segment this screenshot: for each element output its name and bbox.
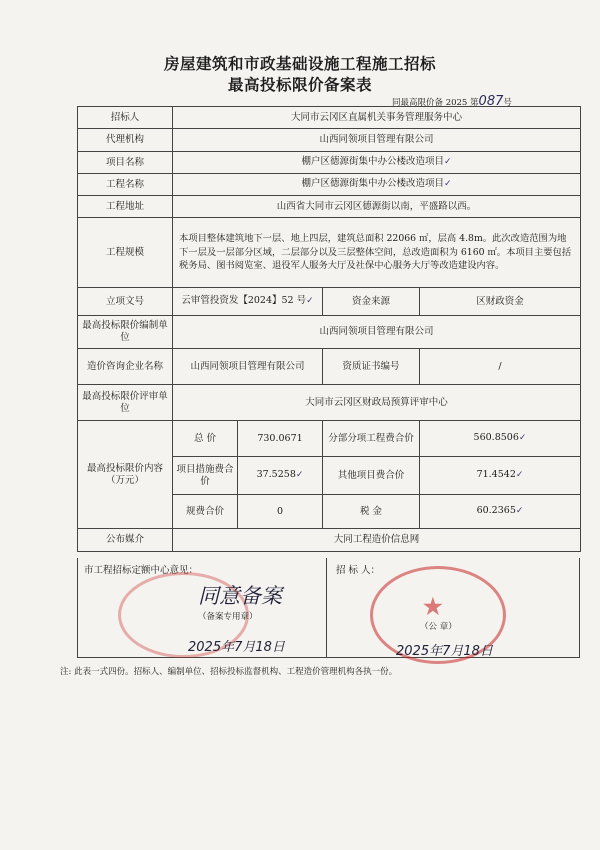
- filing-table: [77, 106, 581, 552]
- fee-label: 规费合价: [173, 495, 238, 529]
- tax-value: [420, 495, 581, 529]
- compiler-value: 山西同领项目管理有限公司: [173, 316, 581, 349]
- title-line-1: 房屋建筑和市政基础设施工程施工招标: [163, 54, 436, 73]
- total-label: 总 价: [173, 421, 238, 457]
- check-mark-icon: ✓: [306, 296, 314, 307]
- approval-text: 云审管投资发【2024】52 号: [181, 295, 307, 307]
- left-sign-date: 2025年7月18日: [188, 640, 285, 655]
- check-mark-icon: ✓: [515, 506, 524, 517]
- title-line-2: 最高投标限价备案表: [227, 75, 372, 94]
- other-value: [420, 457, 581, 495]
- fund-label: 资金来源: [323, 288, 420, 316]
- filing-seal-note: （备案专用章）: [198, 612, 258, 622]
- signature-divider: [326, 558, 327, 657]
- measure-text: 37.5258: [256, 469, 296, 481]
- tax-text: 60.2365: [476, 505, 516, 517]
- approval-value: [173, 288, 323, 316]
- fee-value: 0: [238, 495, 323, 529]
- agency-value: 山西同领项目管理有限公司: [173, 129, 581, 152]
- agency-label: 代理机构: [78, 129, 173, 152]
- file-number-value: 087: [478, 94, 504, 109]
- official-seal-note: （公 章）: [420, 622, 457, 632]
- cert-label: 资质证书编号: [323, 349, 420, 385]
- subitem-label: 分部分项工程费合价: [323, 421, 420, 457]
- consult-value: 山西同领项目管理有限公司: [173, 349, 323, 385]
- check-mark-icon: ✓: [518, 433, 527, 444]
- footnote: 注: 此表一式四份。招标人、编制单位、招标投标监督机构、工程造价管理机构各执一份。: [60, 667, 398, 677]
- consult-label: 造价咨询企业名称: [78, 349, 173, 385]
- compiler-label: 最高投标限价编制单位: [78, 316, 173, 349]
- signature-box: [77, 558, 580, 658]
- engineering-name-text: 棚户区德源街集中办公楼改造项目: [301, 178, 444, 190]
- other-label: 其他项目费合价: [323, 457, 420, 495]
- approval-label: 立项文号: [78, 288, 173, 316]
- right-sign-label: 招 标 人：: [336, 565, 381, 576]
- media-value: 大同工程造价信息网: [173, 529, 581, 552]
- file-number-prefix: 同最高限价备 2025 第: [392, 98, 479, 108]
- file-number-suffix: 号: [503, 98, 512, 108]
- left-sign-label: 市工程招标定额中心意见：: [84, 565, 199, 576]
- reviewer-value: 大同市云冈区财政局预算评审中心: [173, 385, 581, 421]
- project-name-text: 棚户区德源街集中办公楼改造项目: [301, 156, 444, 168]
- tax-label: 税 金: [323, 495, 420, 529]
- reviewer-label: 最高投标限价评审单位: [78, 385, 173, 421]
- check-mark-icon: ✓: [443, 179, 452, 190]
- tenderer-label: 招标人: [78, 107, 173, 129]
- subitem-text: 560.8506: [473, 432, 519, 444]
- scale-label: 工程规模: [78, 218, 173, 288]
- tenderer-value: 大同市云冈区直属机关事务管理服务中心: [173, 107, 581, 129]
- check-mark-icon: ✓: [515, 470, 524, 481]
- limit-label: 最高投标限价内容（万元）: [78, 421, 173, 529]
- measure-value: [238, 457, 323, 495]
- total-value: 730.0671: [238, 421, 323, 457]
- other-text: 71.4542: [476, 469, 516, 481]
- approval-handwriting: 同意备案: [198, 584, 282, 608]
- subitem-value: [420, 421, 581, 457]
- address-value: 山西省大同市云冈区德源街以南，平盛路以西。: [173, 196, 581, 218]
- fund-value: 区财政资金: [420, 288, 581, 316]
- engineering-name-value: [173, 174, 581, 196]
- seal-star-icon: ★: [423, 594, 443, 620]
- engineering-name-label: 工程名称: [78, 174, 173, 196]
- right-sign-date: 2025年7月18日: [396, 644, 493, 659]
- project-name-value: [173, 152, 581, 174]
- check-mark-icon: ✓: [443, 157, 452, 168]
- cert-value: /: [420, 349, 581, 385]
- media-label: 公布媒介: [78, 529, 173, 552]
- address-label: 工程地址: [78, 196, 173, 218]
- measure-label: 项目措施费合价: [173, 457, 238, 495]
- project-name-label: 项目名称: [78, 152, 173, 174]
- check-mark-icon: ✓: [295, 470, 304, 481]
- scale-value: 本项目整体建筑地下一层、地上四层，建筑总面积 22066 ㎡，层高 4.8m。此次改造范围为地下一层及一层部分区域，二层部分以及三层整体空间，总改造面积为 6160 ㎡。本项目主要包括税务局、图书阅览室、退役军人服务大厅及社保中心服务大厅等改造建设内容。: [173, 218, 581, 288]
